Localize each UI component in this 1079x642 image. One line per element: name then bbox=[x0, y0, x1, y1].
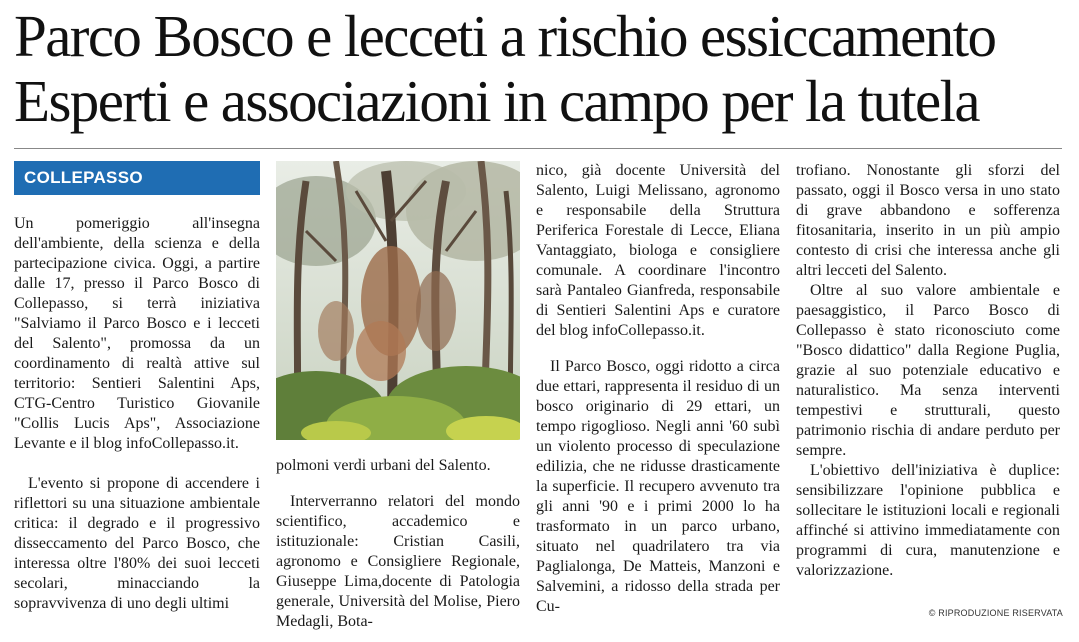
headline bbox=[14, 4, 1069, 134]
article-column-1-continued bbox=[14, 474, 260, 614]
forest-photo bbox=[276, 161, 520, 440]
paragraph: Un pomeriggio all'insegna dell'ambiente, della scienza e della partecipazione civica. Oggi, a partire dalle 17, presso il Parco Bosco di Collepasso, si terrà iniziativa "Salviamo il Parco Bosco e i lecceti del Salento", promossa da un coordinamento di realtà attive sul territorio: Sentieri Salentini Aps, CTG-Centro Turistico Giovanile "Collis Lucis Aps", Associazione Levante e il blog infoCollepasso.it. bbox=[14, 215, 260, 452]
paragraph: trofiano. Nonostante gli sforzi del passato, oggi il Bosco versa in uno stato di grave abbandono e sofferenza fitosanitaria, inserito in un più ampio contesto di crisi che interessa anche gli altri lecceti del Salento. bbox=[796, 162, 1060, 279]
headline-line-2: Esperti e associazioni in campo per la tutela bbox=[14, 68, 980, 134]
headline-divider bbox=[14, 148, 1062, 149]
paragraph: Oltre al suo valore ambientale e paesaggistico, il Parco Bosco di Collepasso è stato riconosciuto come "Bosco didattico" dalla Regione Puglia, grazie al suo potenziale educativo e naturalistico. Ma senza interventi tempestivi e strutturali, questo patrimonio rischia di andare perduto per sempre. bbox=[796, 282, 1060, 459]
article-column-2 bbox=[276, 456, 520, 636]
paragraph: Il Parco Bosco, oggi ridotto a circa due ettari, rappresenta il residuo di un bosco originario di 29 ettari, un tempo rigoglioso. Negli anni '60 subì un violento processo di speculazione edilizia, che ne ridusse drasticamente la superficie. Il recupero avvenuto tra gli anni '90 e i primi 2000 lo ha trasformato in un parco urbano, situato nel quadrilatero tra via Paglialonga, De Matteis, Manzoni e Salvemini, a ridosso della strada per Cu- bbox=[536, 358, 780, 615]
forest-photo-icon bbox=[276, 161, 520, 440]
article-column-4 bbox=[796, 161, 1060, 611]
paragraph: L'evento si propone di accendere i riflettori su una situazione ambientale critica: il degrado e il progressivo disseccamento del Parco Bosco, che interessa oltre l'80% dei suoi lecceti secolari, minacciando la sopravvivenza di uno degli ultimi bbox=[14, 475, 260, 612]
paragraph: polmoni verdi urbani del Salento. bbox=[276, 457, 491, 474]
section-tag: COLLEPASSO bbox=[14, 161, 260, 195]
article-column-1 bbox=[14, 214, 260, 494]
copyright-notice: © RIPRODUZIONE RISERVATA bbox=[928, 608, 1063, 618]
paragraph: Interverranno relatori del mondo scientifico, accademico e istituzionale: Cristian Casili, agronomo e Consigliere Regionale, Giuseppe Lima,docente di Patologia generale, Università del Molise, Piero Medagli, Bota- bbox=[276, 493, 520, 630]
article-column-3 bbox=[536, 161, 780, 631]
paragraph: nico, già docente Università del Salento, Luigi Melissano, agronomo e responsabile della Struttura Periferica Forestale di Lecce, Eliana Vantaggiato, biologa e consigliere comunale. A coordinare l'incontro sarà Pantaleo Gianfreda, responsabile di Sentieri Salentini Aps e curatore del blog infoCollepasso.it. bbox=[536, 162, 780, 339]
paragraph: L'obiettivo dell'iniziativa è duplice: sensibilizzare l'opinione pubblica e sollecitare le istituzioni locali e regionali affinché si attivino immediatamente con programmi di cura, manutenzione e valorizzazione. bbox=[796, 462, 1060, 579]
headline-line-1: Parco Bosco e lecceti a rischio essiccamento bbox=[14, 3, 996, 69]
